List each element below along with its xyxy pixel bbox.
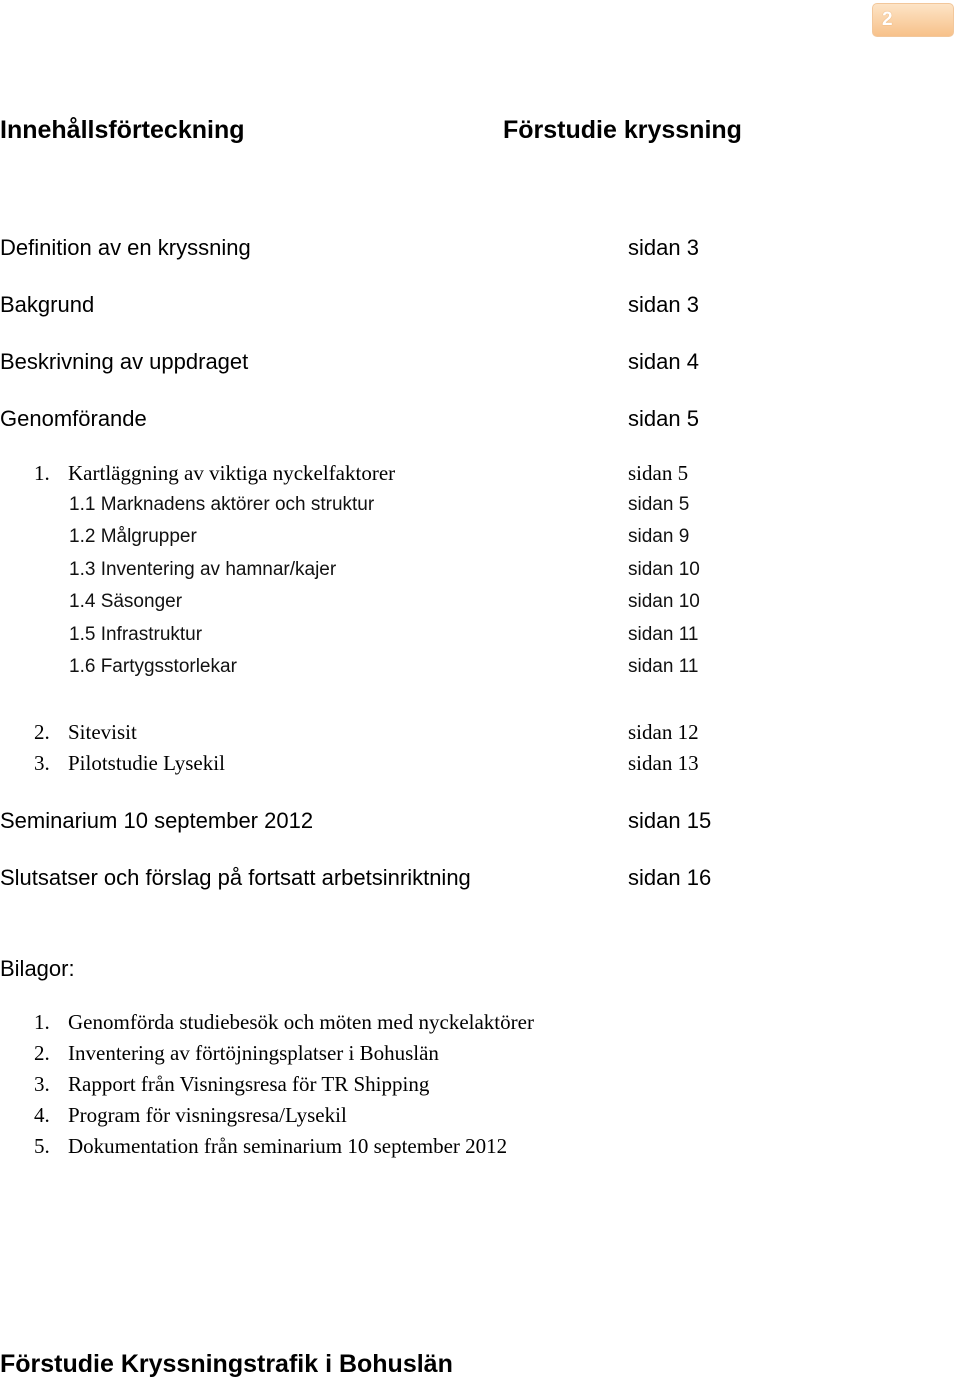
- section-number: 1.: [34, 461, 50, 485]
- toc-subentry-label: 1.6 Fartygsstorlekar: [69, 656, 237, 677]
- footer-title: Förstudie Kryssningstrafik i Bohuslän: [0, 1350, 453, 1378]
- page-number-badge: 2: [872, 3, 954, 37]
- toc-subentry-page: sidan 10: [628, 591, 700, 612]
- toc-title: Innehållsförteckning: [0, 116, 245, 144]
- toc-subentry-label: 1.2 Målgrupper: [69, 526, 197, 547]
- appendix-number: 5.: [34, 1134, 50, 1158]
- toc-entry-label: Definition av en kryssning: [0, 235, 251, 260]
- appendix-item: [34, 1134, 507, 1159]
- appendix-number: 3.: [34, 1072, 50, 1096]
- toc-entry-label: Seminarium 10 september 2012: [0, 808, 314, 833]
- appendix-label: Rapport från Visningsresa för TR Shipping: [68, 1072, 430, 1096]
- toc-subentry-page: sidan 5: [628, 494, 690, 515]
- toc-entry-page: sidan 3: [628, 292, 699, 317]
- toc-subentry-page: sidan 11: [628, 624, 699, 645]
- toc-entry-page: sidan 12: [628, 720, 699, 744]
- toc-subentry-label: 1.1 Marknadens aktörer och struktur: [69, 494, 375, 515]
- appendix-item: [34, 1041, 439, 1066]
- toc-entry-label: Bakgrund: [0, 292, 95, 317]
- toc-subentry-label: 1.3 Inventering av hamnar/kajer: [69, 559, 337, 580]
- toc-subentry-label: 1.5 Infrastruktur: [69, 624, 203, 645]
- appendix-label: Inventering av förtöjningsplatser i Bohuslän: [68, 1041, 439, 1065]
- document-title: Förstudie kryssning: [503, 116, 742, 144]
- toc-entry-page: sidan 16: [628, 865, 712, 890]
- toc-section-3: [34, 751, 225, 776]
- section-label: Kartläggning av viktiga nyckelfaktorer: [68, 461, 396, 485]
- appendix-number: 2.: [34, 1041, 50, 1065]
- toc-entry-label: Beskrivning av uppdraget: [0, 349, 249, 374]
- toc-entry-page: sidan 5: [628, 406, 699, 431]
- section-label: Pilotstudie Lysekil: [68, 751, 225, 775]
- appendix-label: Program för visningsresa/Lysekil: [68, 1103, 347, 1127]
- appendix-item: [34, 1103, 347, 1128]
- toc-entry-label: Genomförande: [0, 406, 147, 431]
- appendices-title: Bilagor:: [0, 956, 75, 981]
- toc-subentry-page: sidan 9: [628, 526, 690, 547]
- toc-section-1: [34, 461, 395, 486]
- toc-subentry-label: 1.4 Säsonger: [69, 591, 183, 612]
- appendix-label: Genomförda studiebesök och möten med nyckelaktörer: [68, 1010, 534, 1034]
- toc-subentry-page: sidan 11: [628, 656, 699, 677]
- appendix-item: [34, 1072, 429, 1097]
- section-number: 3.: [34, 751, 50, 775]
- appendix-number: 4.: [34, 1103, 50, 1127]
- toc-subentry-page: sidan 10: [628, 559, 700, 580]
- toc-entry-page: sidan 5: [628, 461, 689, 485]
- appendix-number: 1.: [34, 1010, 50, 1034]
- appendix-label: Dokumentation från seminarium 10 september 2012: [68, 1134, 508, 1158]
- toc-entry-page: sidan 4: [628, 349, 699, 374]
- toc-entry-page: sidan 3: [628, 235, 699, 260]
- toc-entry-label: Slutsatser och förslag på fortsatt arbetsinriktning: [0, 865, 471, 890]
- toc-entry-page: sidan 15: [628, 808, 712, 833]
- section-number: 2.: [34, 720, 50, 744]
- appendix-item: [34, 1010, 534, 1035]
- toc-entry-page: sidan 13: [628, 751, 699, 775]
- section-label: Sitevisit: [68, 720, 137, 744]
- toc-section-2: [34, 720, 137, 745]
